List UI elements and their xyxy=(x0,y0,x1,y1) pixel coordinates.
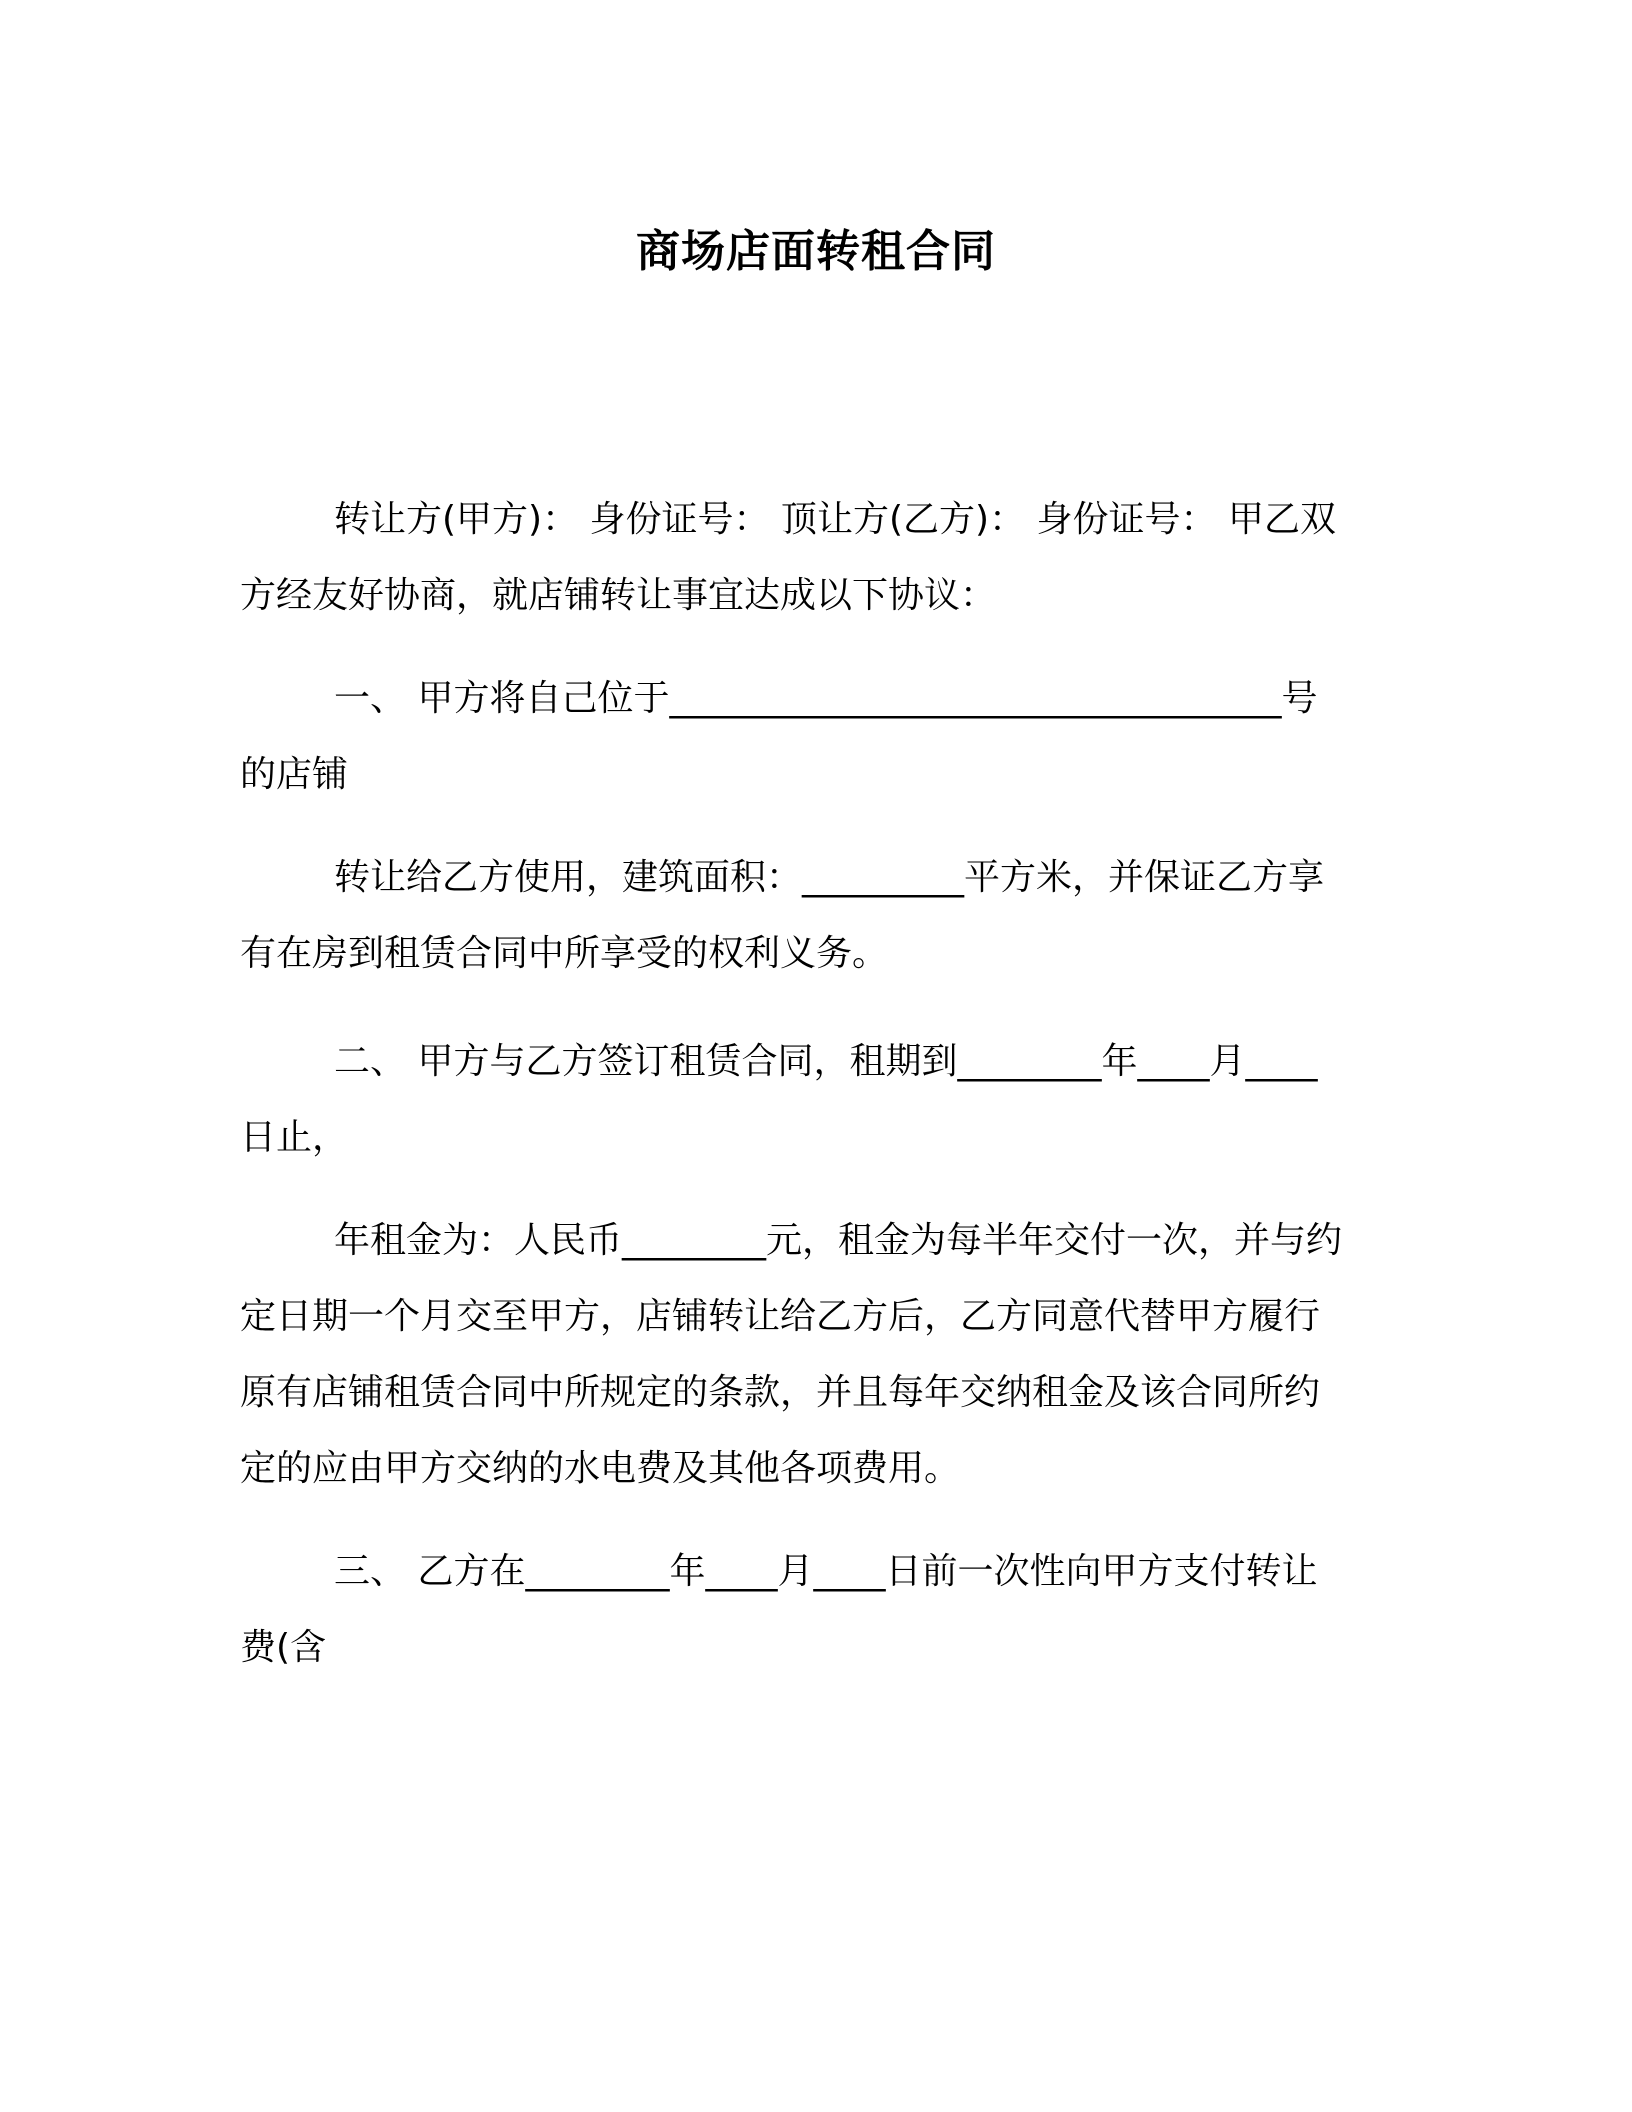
document-title: 商场店面转租合同 xyxy=(636,226,996,277)
clause-3-line-1: 三、 乙方在________年____月____日前一次性向甲方支付转让 xyxy=(334,1551,1318,1592)
paragraph-parties-line-2: 方经友好协商，就店铺转让事宜达成以下协议： xyxy=(240,575,997,616)
clause-1-area-line-2: 有在房到租赁合同中所享受的权利义务。 xyxy=(240,933,889,974)
clause-2-line-1: 二、 甲方与乙方签订租赁合同，租期到________年____月____ xyxy=(334,1041,1318,1082)
clause-1-area-line-1: 转让给乙方使用，建筑面积：_________平方米，并保证乙方享 xyxy=(334,857,1325,898)
clause-3-line-2: 费(含 xyxy=(240,1627,327,1668)
clause-2-rent-line-4: 定的应由甲方交纳的水电费及其他各项费用。 xyxy=(240,1448,961,1489)
paragraph-parties-line-1: 转让方(甲方)： 身份证号： 顶让方(乙方)： 身份证号： 甲乙双 xyxy=(334,499,1336,540)
clause-2-line-2: 日止， xyxy=(240,1117,349,1158)
clause-1-line-2: 的店铺 xyxy=(240,754,349,795)
clause-2-rent-line-1: 年租金为：人民币________元，租金为每半年交付一次，并与约 xyxy=(334,1220,1343,1261)
clause-2-rent-line-3: 原有店铺租赁合同中所规定的条款，并且每年交纳租金及该合同所约 xyxy=(240,1372,1321,1413)
clause-2-rent-line-2: 定日期一个月交至甲方，店铺转让给乙方后，乙方同意代替甲方履行 xyxy=(240,1296,1321,1337)
clause-1-line-1: 一、 甲方将自己位于__________________________________号 xyxy=(334,678,1318,719)
